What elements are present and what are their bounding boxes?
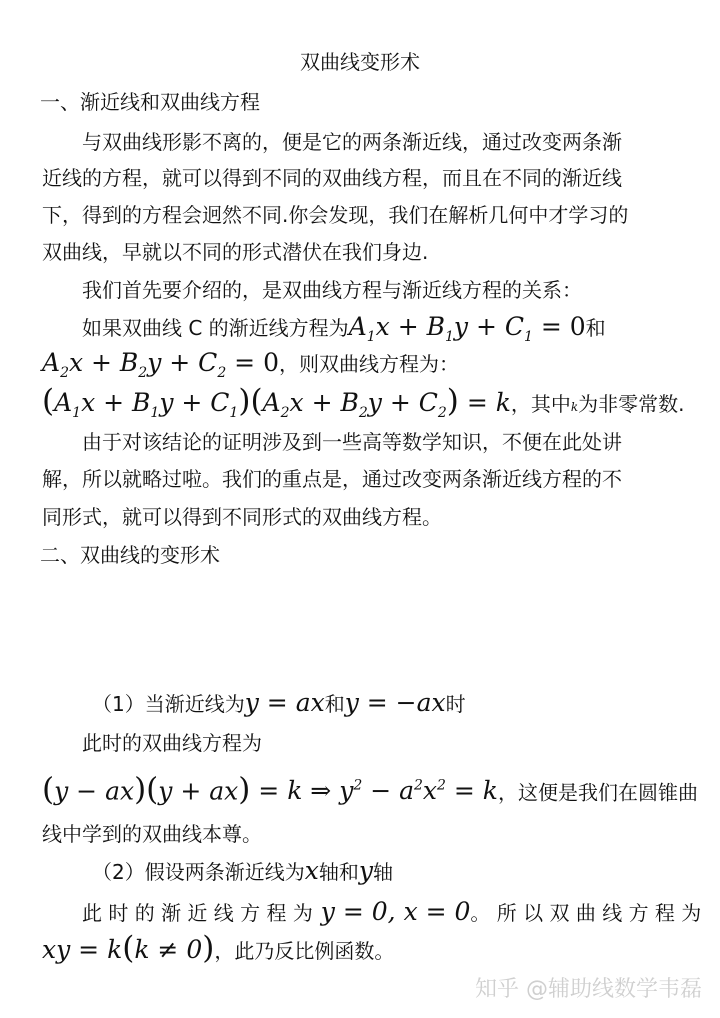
equals-zero-2: = 0 xyxy=(226,348,279,377)
x-symbol: x xyxy=(304,856,319,885)
asymptote-y-neg-ax: y = −ax xyxy=(344,688,446,717)
case1-line2: 此时的双曲线方程为 xyxy=(82,731,262,755)
case1-text-c: 时 xyxy=(445,692,466,716)
case2-text-f: ，此乃反比例函数。 xyxy=(214,939,395,963)
para1-line3: 下，得到的方程会迥然不同.你会发现，我们在解析几何中才学习的 xyxy=(42,203,629,227)
case2-text-b: 轴和 xyxy=(318,860,359,884)
inverse-proportion-formula: xy = k xyxy=(42,935,123,964)
case1-text-a: （1）当渐近线为 xyxy=(92,692,245,716)
paren-close-3: ) xyxy=(238,771,251,808)
case2-line1 xyxy=(92,857,720,886)
para3-line2 xyxy=(42,349,720,387)
factor-1: y − ax xyxy=(54,776,135,806)
case2-text-e: 。 所 以 双 曲 线 方 程 为 xyxy=(470,901,702,925)
para2: 我们首先要介绍的，是双曲线方程与渐近线方程的关系： xyxy=(82,278,582,302)
paren-open-3: ( xyxy=(42,771,55,808)
para1-line1: 与双曲线形影不离的，便是它的两条渐近线，通过改变两条渐 xyxy=(82,130,622,154)
case1-line1 xyxy=(92,689,720,718)
para3-text-e: 为非零常数. xyxy=(578,392,685,416)
asymptote1-formula: $A_1x + B_1y + C_1$ xyxy=(348,312,533,345)
para1-line4: 双曲线，早就以不同的形式潜伏在我们身边. xyxy=(42,240,429,264)
section2-heading: 二、双曲线的变形术 xyxy=(40,543,220,567)
case2-text-a: （2）假设两条渐近线为 xyxy=(92,860,305,884)
equals-zero: = 0 xyxy=(532,312,586,341)
para4-line2: 解，所以就略过啦。我们的重点是，通过改变两条渐近线方程的不 xyxy=(42,467,622,491)
para3-line1 xyxy=(82,313,720,351)
section1-heading: 一、渐近线和双曲线方程 xyxy=(40,90,260,114)
para3-text-a: 如果双曲线 C 的渐近线方程为 xyxy=(82,316,349,340)
paren-mid: )( xyxy=(134,771,159,808)
case2-text-d: 此 时 的 渐 近 线 方 程 为 xyxy=(82,901,313,925)
k-nonzero: k ≠ 0 xyxy=(134,935,203,964)
para3-text-b: 和 xyxy=(585,316,606,340)
case2-line3 xyxy=(42,930,720,966)
case1-text-b: 和 xyxy=(324,692,345,716)
paren-close-2: ) xyxy=(446,383,459,419)
axes-equations: y = 0, x = 0 xyxy=(312,897,471,926)
para3-text-c: ，则双曲线方程为： xyxy=(278,352,459,376)
watermark: 知乎 @辅助线数学韦磊 xyxy=(475,977,702,1002)
case1-line3 xyxy=(42,772,720,806)
y-symbol: y xyxy=(358,856,373,885)
para3-text-d: ，其中 xyxy=(510,392,571,416)
para4-line3: 同形式，就可以得到不同形式的双曲线方程。 xyxy=(42,505,442,529)
para1-line2: 近线的方程，就可以得到不同的双曲线方程，而且在不同的渐近线 xyxy=(42,166,622,190)
equals-k: = k xyxy=(458,388,511,417)
case2-line2 xyxy=(82,898,720,927)
case2-text-c: 轴 xyxy=(372,860,393,884)
case1-line4: 线中学到的双曲线本尊。 xyxy=(42,822,262,846)
hyperbola-formula-2: $A_2x + B_2y + C_2$ xyxy=(262,388,447,421)
paren-open-4: ( xyxy=(122,930,135,966)
k-symbol: k xyxy=(570,400,579,414)
hyperbola-formula: $A_1x + B_1y + C_1$ xyxy=(54,388,239,421)
asymptote-y-ax: y = ax xyxy=(244,688,325,717)
paren-open: ( xyxy=(42,383,55,419)
page-title: 双曲线变形术 xyxy=(300,50,420,74)
factor-2: y + ax xyxy=(158,776,239,806)
asymptote2-formula: $A_2x + B_2y + C_2$ xyxy=(42,348,227,381)
paren-close: )( xyxy=(238,383,263,419)
standard-hyperbola: = k ⇒ $y^2 - a^2x^2 = k$ xyxy=(250,776,498,806)
para3-line3 xyxy=(42,383,720,427)
paren-close-4: ) xyxy=(202,930,215,966)
para4-line1: 由于对该结论的证明涉及到一些高等数学知识，不便在此处讲 xyxy=(82,430,622,454)
case1-text-e: ，这便是我们在圆锥曲 xyxy=(497,780,698,805)
